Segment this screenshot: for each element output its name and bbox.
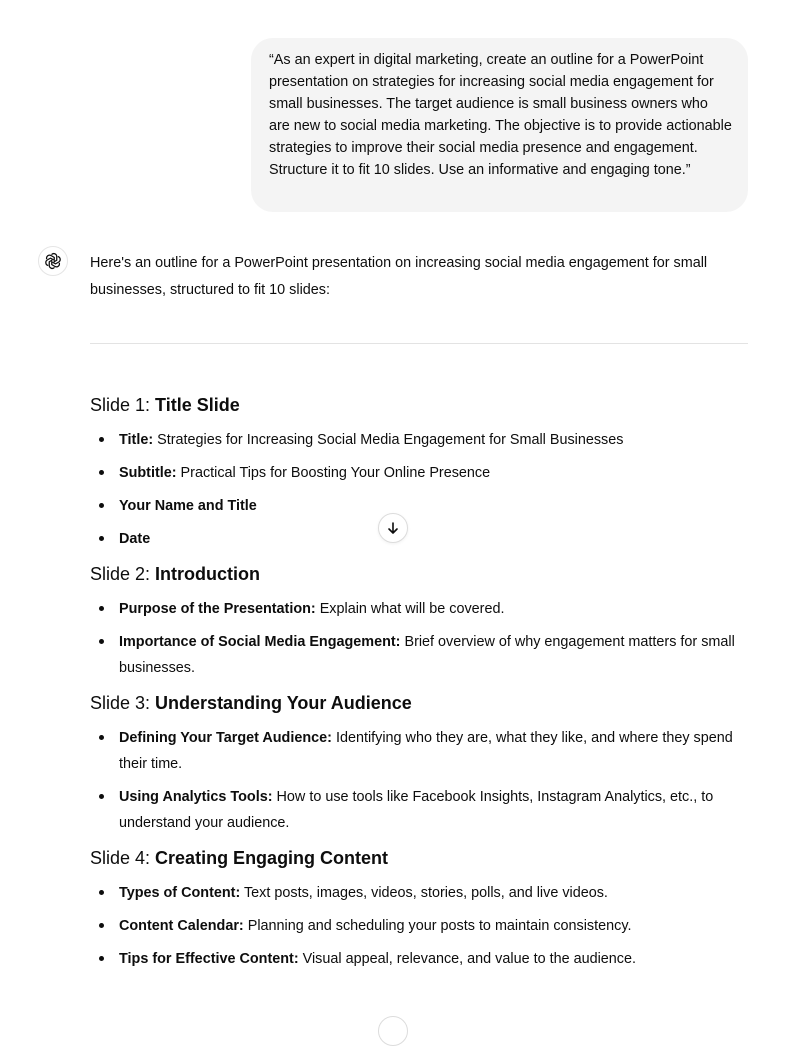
slide-heading: Slide 4: Creating Engaging Content [90,848,389,868]
slide-items [90,880,748,972]
list-item: Importance of Social Media Engagement: Brief overview of why engagement matters for small businesses. [90,629,748,681]
slide-heading: Slide 1: Title Slide [90,395,240,415]
list-item: Tips for Effective Content: Visual appeal, relevance, and value to the audience. [90,946,748,972]
user-message-bubble [251,38,748,212]
arrow-down-icon [386,521,400,535]
assistant-intro: Here's an outline for a PowerPoint presentation on increasing social media engagement for small businesses, structured to fit 10 slides: [90,255,708,298]
slide-items [90,427,748,552]
slide-items [90,725,748,836]
openai-logo-icon [44,252,62,270]
list-item: Subtitle: Practical Tips for Boosting Your Online Presence [90,460,748,486]
assistant-avatar [38,246,68,276]
list-item: Using Analytics Tools: How to use tools like Facebook Insights, Instagram Analytics, etc., to understand your audience. [90,784,748,836]
list-item: Types of Content: Text posts, images, videos, stories, polls, and live videos. [90,880,748,906]
list-item: Date [90,526,748,552]
list-item: Purpose of the Presentation: Explain what will be covered. [90,596,748,622]
list-item: Defining Your Target Audience: Identifying who they are, what they like, and where they spend their time. [90,725,748,777]
scroll-to-bottom-button[interactable] [378,513,408,543]
assistant-message [90,250,748,344]
scroll-button-partial[interactable] [378,1016,408,1046]
list-item: Content Calendar: Planning and scheduling your posts to maintain consistency. [90,913,748,939]
slide-items [90,596,748,681]
user-message-text: “As an expert in digital marketing, create an outline for a PowerPoint presentation on strategies for increasing social media engagement for small businesses. The target audience is small business owners who are new to social media marketing. The objective is to provide actionable strategies to improve their social media presence and engagement. Structure it to fit 10 slides. Use an informative and engaging tone.” [269,52,732,178]
divider [90,343,748,344]
slide-heading: Slide 2: Introduction [90,564,261,584]
slide-outline [90,393,748,972]
list-item: Your Name and Title [90,493,748,519]
list-item: Title: Strategies for Increasing Social Media Engagement for Small Businesses [90,427,748,453]
slide-heading: Slide 3: Understanding Your Audience [90,693,412,713]
